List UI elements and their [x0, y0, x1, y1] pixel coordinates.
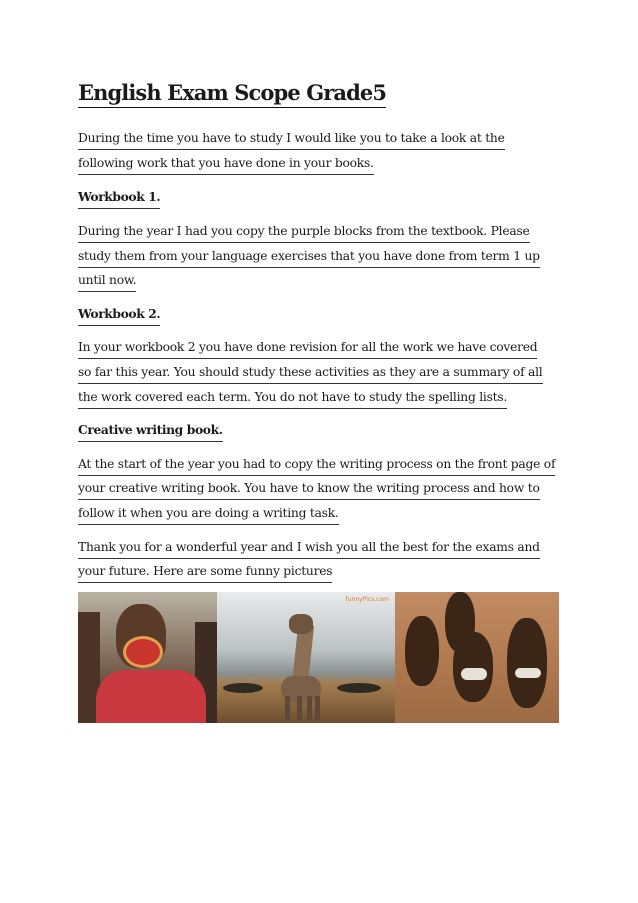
photo-watermark: funnyPics.com: [345, 596, 389, 603]
section-heading-workbook-2: Workbook 2.: [78, 304, 160, 326]
creative-writing-line: At the start of the year you had to copy the writing process on the front page of: [78, 454, 555, 476]
funny-photo-boy: [78, 592, 217, 723]
section-heading-creative-writing: Creative writing book.: [78, 420, 223, 442]
closing-line: your future. Here are some funny pictures: [78, 561, 332, 583]
creative-writing-line: your creative writing book. You have to know the writing process and how to: [78, 478, 540, 500]
funny-pictures-strip: [78, 592, 559, 723]
workbook-2-line: the work covered each term. You do not have to study the spelling lists.: [78, 387, 507, 409]
workbook-2-line: so far this year. You should study these activities as they are a summary of all: [78, 362, 543, 384]
page-title: English Exam Scope Grade5: [78, 80, 386, 108]
funny-photo-giraffe: [217, 592, 395, 723]
section-heading-workbook-1: Workbook 1.: [78, 187, 160, 209]
intro-line: following work that you have done in your books.: [78, 153, 374, 175]
creative-writing-line: follow it when you are doing a writing task.: [78, 503, 339, 525]
closing-line: Thank you for a wonderful year and I wish you all the best for the exams and: [78, 537, 540, 559]
workbook-1-line: study them from your language exercises that you have done from term 1 up: [78, 246, 540, 268]
workbook-1-line: until now.: [78, 270, 136, 292]
workbook-1-line: During the year I had you copy the purple blocks from the textbook. Please: [78, 221, 530, 243]
funny-photo-dancing-kids: [395, 592, 559, 723]
workbook-2-line: In your workbook 2 you have done revision for all the work we have covered: [78, 337, 537, 359]
intro-line: During the time you have to study I would like you to take a look at the: [78, 128, 505, 150]
